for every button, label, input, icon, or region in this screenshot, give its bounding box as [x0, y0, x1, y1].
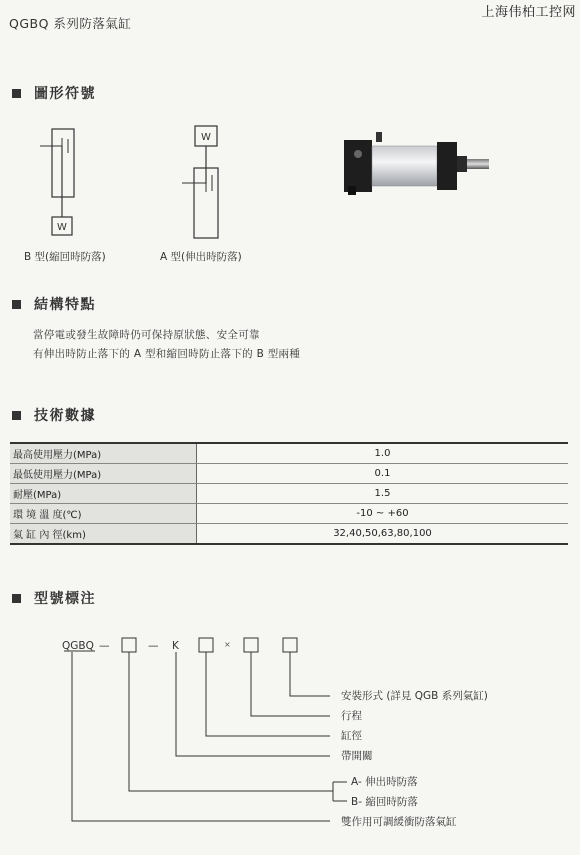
feature-line-1: 當停電或發生故障時仍可保持原狀態、安全可靠 — [33, 329, 260, 341]
weight-label: W — [201, 132, 211, 143]
label-stroke: 行程 — [341, 710, 362, 722]
section-header-model — [12, 588, 96, 608]
model-times: × — [224, 640, 231, 649]
section-title: 型號標注 — [34, 591, 96, 607]
spec-label: 氣 缸 內 徑(km) — [10, 524, 197, 545]
label-description: 雙作用可調緩衝防落氣缸 — [341, 816, 457, 828]
model-prefix: QGBQ — [62, 640, 94, 652]
table-row — [10, 504, 568, 524]
table-row — [10, 524, 568, 545]
a-type-symbol — [182, 122, 227, 242]
document-title: QGBQ 系列防落氣缸 — [9, 16, 132, 31]
table-row — [10, 443, 568, 464]
spec-label: 環 境 溫 度(℃) — [10, 504, 197, 524]
model-code-diagram — [0, 625, 580, 840]
spec-value: 32,40,50,63,80,100 — [197, 524, 569, 545]
label-type-b: B- 縮回時防落 — [351, 796, 418, 808]
section-marker — [12, 594, 21, 603]
spec-label: 最低使用壓力(MPa) — [10, 464, 197, 484]
table-row — [10, 464, 568, 484]
feature-line-2: 有伸出時防止落下的 A 型和縮回時防止落下的 B 型兩種 — [33, 348, 301, 360]
section-title: 技術數據 — [34, 408, 96, 424]
section-title: 結構特點 — [34, 297, 96, 313]
section-header-symbols — [12, 83, 96, 103]
spec-value: 1.0 — [197, 443, 569, 464]
cylinder-product-image — [342, 130, 492, 205]
weight-label: W — [57, 222, 67, 233]
b-type-caption: B 型(縮回時防落) — [24, 251, 106, 263]
model-dash: — — [148, 640, 159, 652]
model-k: K — [172, 640, 179, 652]
section-title: 圖形符號 — [34, 86, 96, 102]
spec-label: 最高使用壓力(MPa) — [10, 443, 197, 464]
spec-value: 0.1 — [197, 464, 569, 484]
label-switch: 帶開關 — [341, 750, 373, 762]
section-marker — [12, 411, 21, 420]
spec-label: 耐壓(MPa) — [10, 484, 197, 504]
site-brand: 上海伟柏工控网 — [481, 5, 576, 20]
section-header-tech — [12, 405, 96, 425]
model-dash: — — [99, 640, 110, 652]
a-type-caption: A 型(伸出時防落) — [160, 251, 242, 263]
b-type-symbol — [40, 125, 85, 240]
table-row — [10, 484, 568, 504]
spec-value: 1.5 — [197, 484, 569, 504]
label-bore: 缸徑 — [341, 730, 362, 742]
section-marker — [12, 300, 21, 309]
label-install: 安裝形式 (詳見 QGB 系列氣缸) — [341, 690, 488, 702]
spec-table — [10, 442, 568, 545]
section-marker — [12, 89, 21, 98]
spec-value: -10 ~ +60 — [197, 504, 569, 524]
label-type-a: A- 伸出時防落 — [351, 776, 418, 788]
section-header-features — [12, 294, 96, 314]
